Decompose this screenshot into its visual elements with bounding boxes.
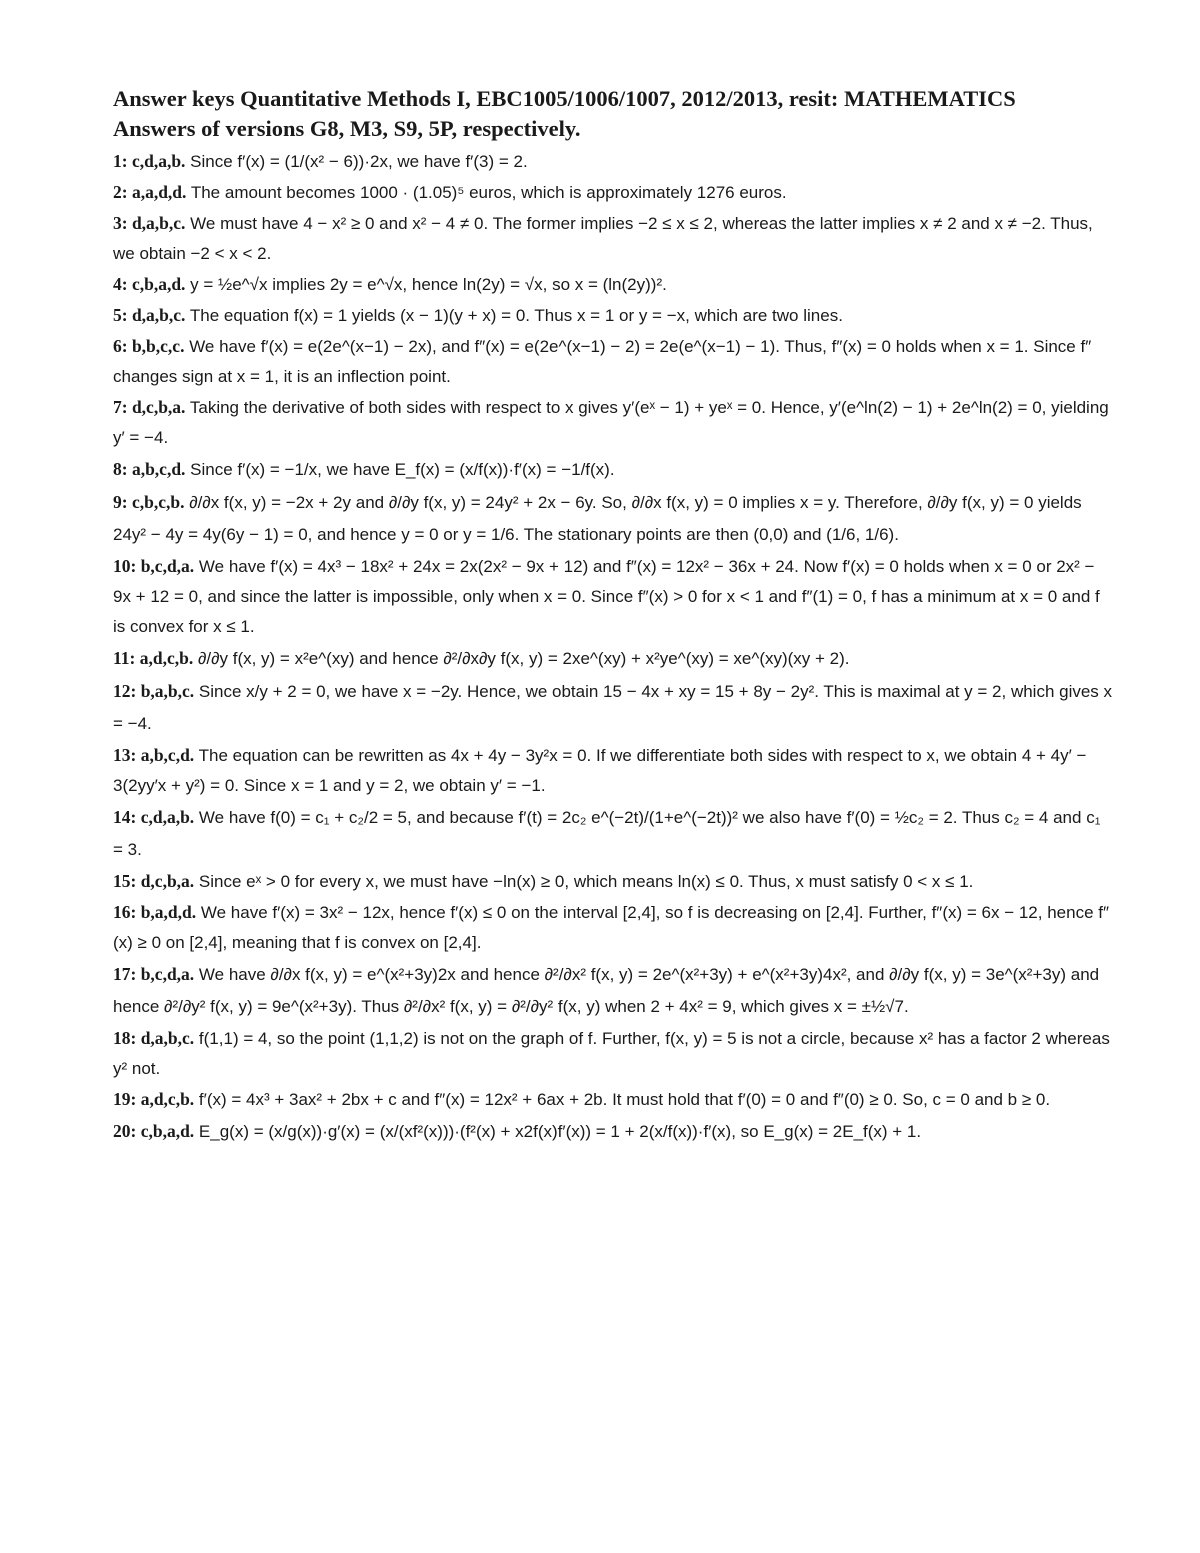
document-page: [113, 84, 1113, 1148]
answer-text: We have f′(x) = e(2e^(x−1) − 2x), and f″(x) = e(2e^(x−1) − 2) = 2e(e^(x−1) − 1). Thus, f″(x) = 0 holds when x = 1. Since f″ changes sign at x = 1, it is an inflection point.: [113, 337, 1092, 386]
answer-text: y = ½e^√x implies 2y = e^√x, hence ln(2y) = √x, so x = (ln(2y))².: [190, 275, 667, 294]
answer-text: ∂/∂y f(x, y) = x²e^(xy) and hence ∂²/∂x∂y f(x, y) = 2xe^(xy) + x²ye^(xy) = xe^(xy)(xy + 2).: [197, 649, 850, 668]
answer-text: We have ∂/∂x f(x, y) = e^(x²+3y)2x and hence ∂²/∂x² f(x, y) = 2e^(x²+3y) + e^(x²+3y)4x², and ∂/∂y f(x, y) = 3e^(x²+3y) and hence ∂²/∂y² f(x, y) = 9e^(x²+3y). Thus ∂²/∂x² f(x, y) = ∂²/∂y² f(x, y) when 2 + 4x² = 9, which gives x = ±½√7.: [113, 965, 1100, 1016]
answer-key: 13: a,b,c,d.: [113, 745, 195, 765]
answer-text: We have f(0) = c₁ + c₂/2 = 5, and because f′(t) = 2c₂ e^(−2t)/(1+e^(−2t))² we also have f′(0) = ½c₂ = 2. Thus c₂ = 4 and c₁ = 3.: [113, 808, 1101, 859]
answer-item-3: [113, 208, 1113, 269]
answer-key: 19: a,d,c,b.: [113, 1089, 195, 1109]
answer-key: 14: c,d,a,b.: [113, 807, 195, 827]
answer-key: 7: d,c,b,a.: [113, 397, 186, 417]
answer-item-20: [113, 1115, 1113, 1148]
answer-item-15: [113, 866, 1113, 897]
answer-text: The equation f(x) = 1 yields (x − 1)(y + x) = 0. Thus x = 1 or y = −x, which are two lines.: [189, 306, 843, 325]
answer-item-7: [113, 392, 1113, 453]
answer-item-1: [113, 146, 1113, 177]
answer-key: 10: b,c,d,a.: [113, 556, 195, 576]
answer-key: 2: a,a,d,d.: [113, 182, 187, 202]
answer-item-11: [113, 642, 1113, 675]
answer-text: Since x/y + 2 = 0, we have x = −2y. Hence, we obtain 15 − 4x + xy = 15 + 8y − 2y². This is maximal at y = 2, which gives x = −4.: [113, 682, 1113, 733]
answer-text: Since f′(x) = −1/x, we have E_f(x) = (x/f(x))·f′(x) = −1/f(x).: [190, 460, 615, 479]
answer-key: 17: b,c,d,a.: [113, 964, 195, 984]
answer-item-8: [113, 453, 1113, 486]
document-subtitle: Answers of versions G8, M3, S9, 5P, respectively.: [113, 116, 581, 141]
answer-text: We must have 4 − x² ≥ 0 and x² − 4 ≠ 0. The former implies −2 ≤ x ≤ 2, whereas the latter implies x ≠ 2 and x ≠ −2. Thus, we obtain −2 < x < 2.: [113, 214, 1093, 263]
answer-text: f(1,1) = 4, so the point (1,1,2) is not on the graph of f. Further, f(x, y) = 5 is not a circle, because x² has a factor 2 whereas y² not.: [113, 1029, 1110, 1078]
answer-text: We have f′(x) = 3x² − 12x, hence f′(x) ≤ 0 on the interval [2,4], so f is decreasing on [2,4]. Further, f″(x) = 6x − 12, hence f″(x) ≥ 0 on [2,4], meaning that f is convex on [2,4].: [113, 903, 1109, 952]
answer-key: 9: c,b,c,b.: [113, 492, 185, 512]
answer-key: 11: a,d,c,b.: [113, 648, 194, 668]
answer-text: ∂/∂x f(x, y) = −2x + 2y and ∂/∂y f(x, y) = 24y² + 2x − 6y. So, ∂/∂x f(x, y) = 0 implies x = y. Therefore, ∂/∂y f(x, y) = 0 yields 24y² − 4y = 4y(6y − 1) = 0, and hence y = 0 or y = 1/6. The stationary points are then (0,0) and (1/6, 1/6).: [113, 493, 1082, 544]
answer-key: 20: c,b,a,d.: [113, 1121, 195, 1141]
answer-text: Since f′(x) = (1/(x² − 6))·2x, we have f′(3) = 2.: [190, 152, 528, 171]
answer-text: Since eˣ > 0 for every x, we must have −ln(x) ≥ 0, which means ln(x) ≤ 0. Thus, x must satisfy 0 < x ≤ 1.: [198, 872, 974, 891]
answer-text: f′(x) = 4x³ + 3ax² + 2bx + c and f″(x) = 12x² + 6ax + 2b. It must hold that f′(0) = 0 and f″(0) ≥ 0. So, c = 0 and b ≥ 0.: [198, 1090, 1051, 1109]
answer-item-16: [113, 897, 1113, 958]
document-title: Answer keys Quantitative Methods I, EBC1005/1006/1007, 2012/2013, resit: MATHEMATICS: [113, 86, 1016, 111]
answer-key: 5: d,a,b,c.: [113, 305, 186, 325]
answer-item-10: [113, 551, 1113, 642]
answer-text: The equation can be rewritten as 4x + 4y − 3y²x = 0. If we differentiate both sides with respect to x, we obtain 4 + 4y′ − 3(2yy′x + y²) = 0. Since x = 1 and y = 2, we obtain y′ = −1.: [113, 746, 1087, 795]
answer-text: We have f′(x) = 4x³ − 18x² + 24x = 2x(2x² − 9x + 12) and f″(x) = 12x² − 36x + 24. Now f′(x) = 0 holds when x = 0 or 2x² − 9x + 12 = 0, and since the latter is impossible, only when x = 0. Since f″(x) > 0 for x < 1 and f″(1) = 0, f has a minimum at x = 0 and f is convex for x ≤ 1.: [113, 557, 1100, 636]
answer-text: The amount becomes 1000 · (1.05)⁵ euros, which is approximately 1276 euros.: [190, 183, 787, 202]
answer-text: E_g(x) = (x/g(x))·g′(x) = (x/(xf²(x)))·(f²(x) + x2f(x)f′(x)) = 1 + 2(x/f(x))·f′(x), so E_g(x) = 2E_f(x) + 1.: [198, 1122, 922, 1141]
answer-key: 18: d,a,b,c.: [113, 1028, 195, 1048]
answer-key: 6: b,b,c,c.: [113, 336, 185, 356]
answer-item-13: [113, 740, 1113, 801]
answer-item-17: [113, 958, 1113, 1023]
answer-item-18: [113, 1023, 1113, 1084]
answer-text: Taking the derivative of both sides with respect to x gives y′(eˣ − 1) + yeˣ = 0. Hence, y′(e^ln(2) − 1) + 2e^ln(2) = 0, yielding y′ = −4.: [113, 398, 1109, 447]
answer-key: 12: b,a,b,c.: [113, 681, 195, 701]
answer-item-9: [113, 486, 1113, 551]
answer-key: 16: b,a,d,d.: [113, 902, 197, 922]
answer-item-2: [113, 177, 1113, 208]
answer-item-12: [113, 675, 1113, 740]
answer-key: 8: a,b,c,d.: [113, 459, 186, 479]
answer-item-6: [113, 331, 1113, 392]
answer-item-19: [113, 1084, 1113, 1115]
answer-key: 1: c,d,a,b.: [113, 151, 186, 171]
answer-item-14: [113, 801, 1113, 866]
answer-key: 15: d,c,b,a.: [113, 871, 195, 891]
answer-list: [113, 146, 1113, 1148]
answer-key: 3: d,a,b,c.: [113, 213, 186, 233]
answer-item-5: [113, 300, 1113, 331]
answer-key: 4: c,b,a,d.: [113, 274, 186, 294]
answer-item-4: [113, 269, 1113, 300]
